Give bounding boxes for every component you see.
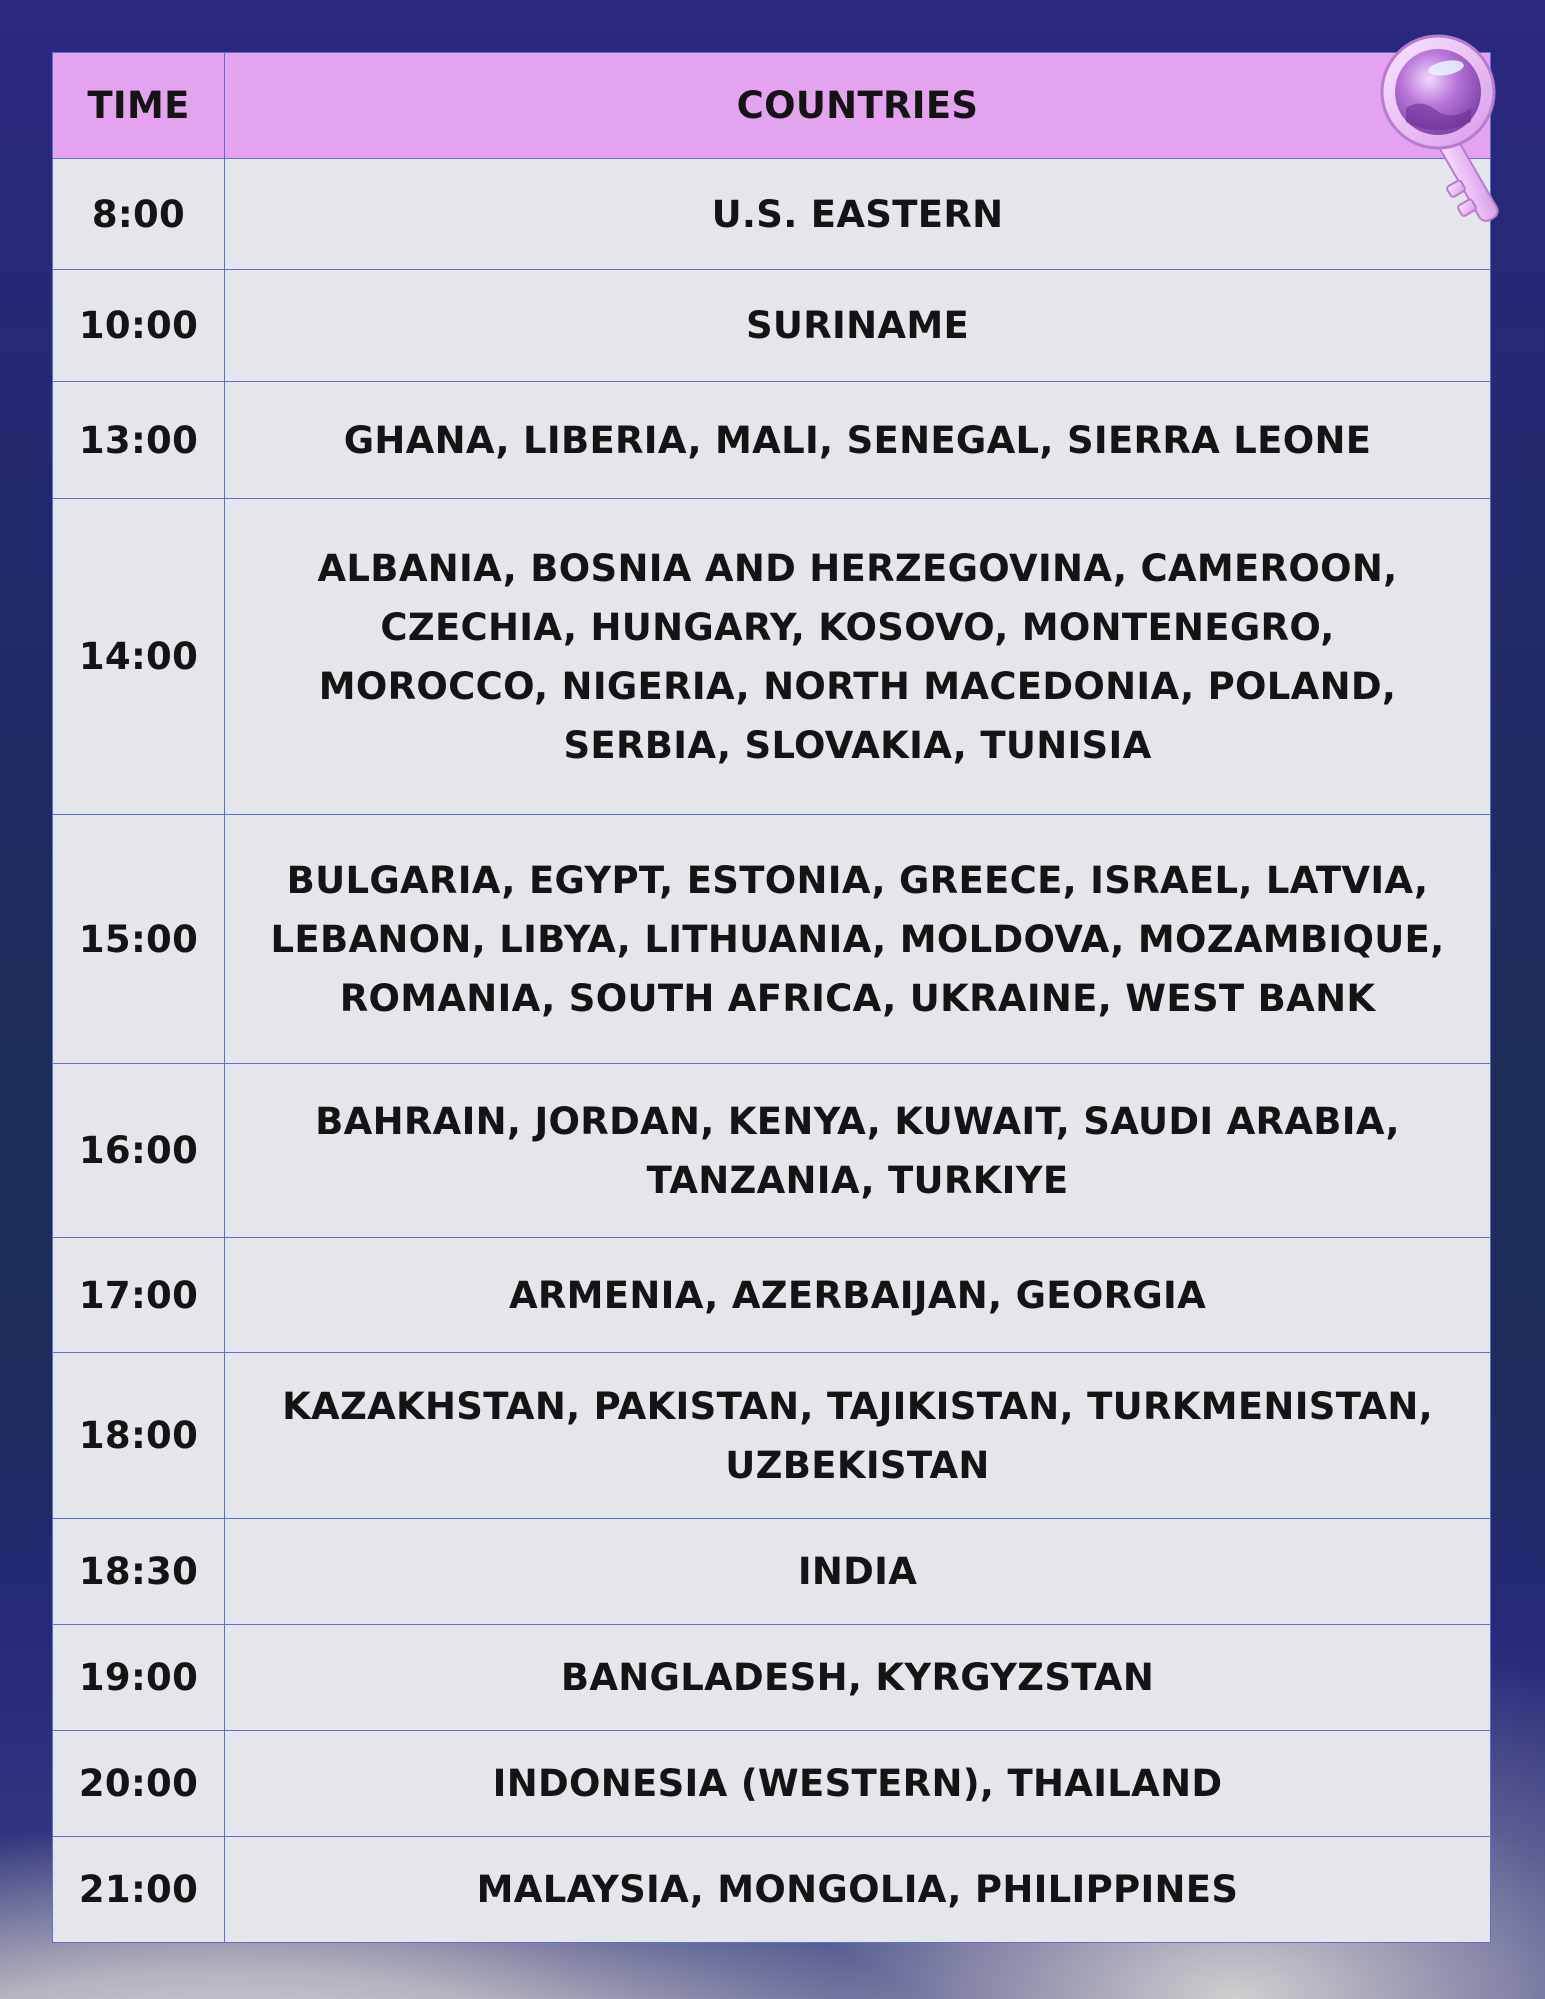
countries-cell: BANGLADESH, KYRGYZSTAN <box>225 1625 1491 1731</box>
table-row <box>53 815 1491 1064</box>
countries-column-header: COUNTRIES <box>225 53 1491 159</box>
schedule-sheet <box>52 52 1490 1943</box>
time-cell: 13:00 <box>53 382 225 499</box>
time-cell: 18:30 <box>53 1519 225 1625</box>
countries-cell: ARMENIA, AZERBAIJAN, GEORGIA <box>225 1238 1491 1353</box>
table-row <box>53 159 1491 270</box>
countries-cell: INDIA <box>225 1519 1491 1625</box>
table-row <box>53 270 1491 382</box>
table-row <box>53 1731 1491 1837</box>
magnifier-key-icon <box>1376 30 1526 245</box>
countries-cell: MALAYSIA, MONGOLIA, PHILIPPINES <box>225 1837 1491 1943</box>
countries-cell: BAHRAIN, JORDAN, KENYA, KUWAIT, SAUDI ARABIA, TANZANIA, TURKIYE <box>225 1064 1491 1238</box>
countries-cell: BULGARIA, EGYPT, ESTONIA, GREECE, ISRAEL, LATVIA, LEBANON, LIBYA, LITHUANIA, MOLDOVA, MOZAMBIQUE, ROMANIA, SOUTH AFRICA, UKRAINE, WEST BANK <box>225 815 1491 1064</box>
table-row <box>53 1238 1491 1353</box>
time-cell: 15:00 <box>53 815 225 1064</box>
time-cell: 10:00 <box>53 270 225 382</box>
countries-cell: ALBANIA, BOSNIA AND HERZEGOVINA, CAMEROON, CZECHIA, HUNGARY, KOSOVO, MONTENEGRO, MOROCCO, NIGERIA, NORTH MACEDONIA, POLAND, SERBIA, SLOVAKIA, TUNISIA <box>225 499 1491 815</box>
countries-cell: INDONESIA (WESTERN), THAILAND <box>225 1731 1491 1837</box>
table-row <box>53 1625 1491 1731</box>
countries-cell: KAZAKHSTAN, PAKISTAN, TAJIKISTAN, TURKMENISTAN, UZBEKISTAN <box>225 1353 1491 1519</box>
time-cell: 14:00 <box>53 499 225 815</box>
time-cell: 16:00 <box>53 1064 225 1238</box>
time-cell: 20:00 <box>53 1731 225 1837</box>
time-column-header: TIME <box>53 53 225 159</box>
time-cell: 21:00 <box>53 1837 225 1943</box>
time-cell: 19:00 <box>53 1625 225 1731</box>
table-row <box>53 1353 1491 1519</box>
countries-cell: U.S. EASTERN <box>225 159 1491 270</box>
timezone-schedule-table <box>52 52 1491 1943</box>
countries-cell: SURINAME <box>225 270 1491 382</box>
table-row <box>53 1837 1491 1943</box>
table-row <box>53 499 1491 815</box>
countries-cell: GHANA, LIBERIA, MALI, SENEGAL, SIERRA LEONE <box>225 382 1491 499</box>
table-row <box>53 1519 1491 1625</box>
time-cell: 18:00 <box>53 1353 225 1519</box>
table-row <box>53 382 1491 499</box>
time-cell: 8:00 <box>53 159 225 270</box>
table-row <box>53 1064 1491 1238</box>
time-cell: 17:00 <box>53 1238 225 1353</box>
table-header-row <box>53 53 1491 159</box>
